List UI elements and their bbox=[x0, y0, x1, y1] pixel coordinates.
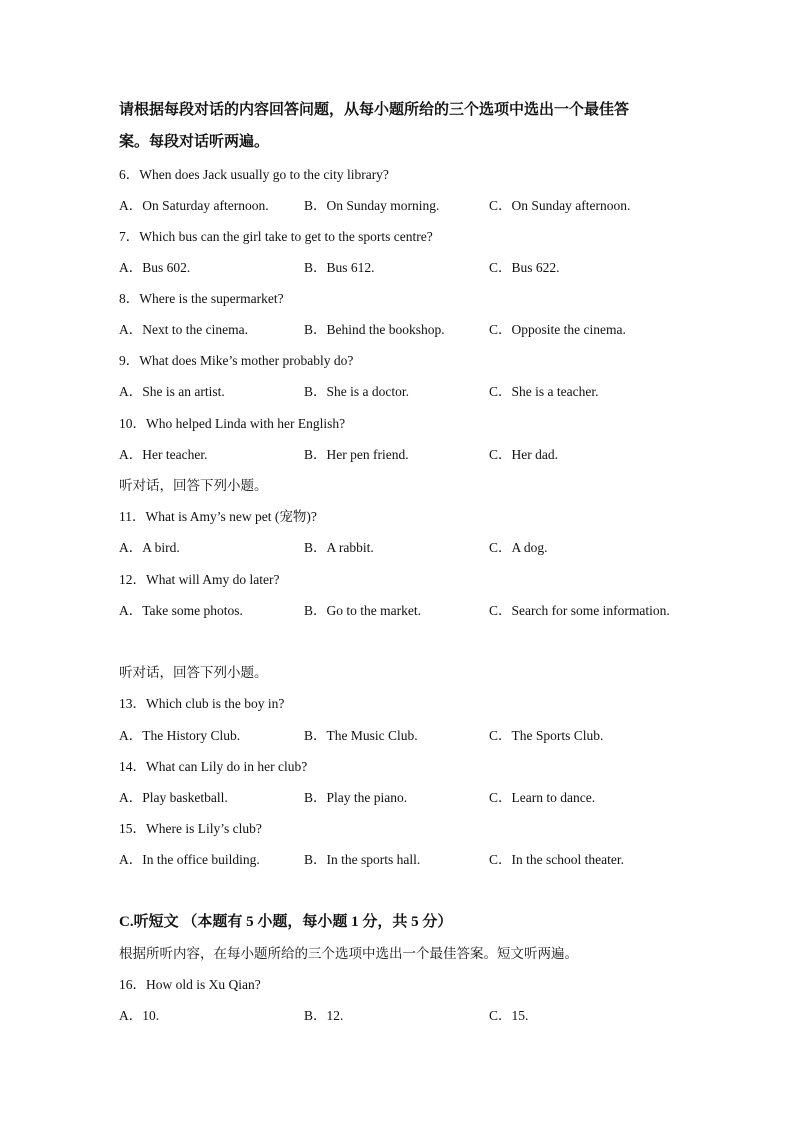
question-10: 10．Who helped Linda with her English? bbox=[119, 416, 346, 431]
q15-option-b: B．In the sports hall. bbox=[304, 852, 421, 867]
q14-option-a: A．Play basketball. bbox=[119, 790, 228, 805]
q14-option-c: C．Learn to dance. bbox=[489, 790, 596, 805]
q16-option-b: B．12. bbox=[304, 1008, 344, 1023]
sub-instruction-2: 听对话，回答下列小题。 bbox=[119, 665, 268, 680]
q7-option-c: C．Bus 622. bbox=[489, 260, 560, 275]
q16-option-c: C．15. bbox=[489, 1008, 529, 1023]
q6-option-b: B．On Sunday morning. bbox=[304, 198, 440, 213]
sub-instruction-1: 听对话，回答下列小题。 bbox=[119, 478, 268, 493]
intro-line-1: 请根据每段对话的内容回答问题，从每小题所给的三个选项中选出一个最佳答 bbox=[119, 102, 630, 118]
q13-option-b: B．The Music Club. bbox=[304, 728, 418, 743]
q9-option-a: A．She is an artist. bbox=[119, 384, 225, 399]
q9-option-c: C．She is a teacher. bbox=[489, 384, 599, 399]
question-7: 7．Which bus can the girl take to get to the sports centre? bbox=[119, 229, 433, 244]
q14-option-b: B．Play the piano. bbox=[304, 790, 408, 805]
q11-option-a: A．A bird. bbox=[119, 540, 180, 555]
question-12: 12．What will Amy do later? bbox=[119, 572, 280, 587]
question-11: 11．What is Amy’s new pet (宠物)? bbox=[119, 509, 317, 524]
q11-option-c: C．A dog. bbox=[489, 540, 548, 555]
q7-option-a: A．Bus 602. bbox=[119, 260, 191, 275]
question-8: 8．Where is the supermarket? bbox=[119, 291, 284, 306]
q10-option-c: C．Her dad. bbox=[489, 447, 558, 462]
question-9: 9．What does Mike’s mother probably do? bbox=[119, 353, 354, 368]
question-13: 13．Which club is the boy in? bbox=[119, 696, 285, 711]
q13-option-a: A．The History Club. bbox=[119, 728, 241, 743]
q8-option-a: A．Next to the cinema. bbox=[119, 322, 248, 337]
question-6: 6．When does Jack usually go to the city library? bbox=[119, 167, 389, 182]
q13-option-c: C．The Sports Club. bbox=[489, 728, 604, 743]
q11-option-b: B．A rabbit. bbox=[304, 540, 374, 555]
q16-option-a: A．10. bbox=[119, 1008, 160, 1023]
q10-option-a: A．Her teacher. bbox=[119, 447, 208, 462]
question-14: 14．What can Lily do in her club? bbox=[119, 759, 308, 774]
q6-option-a: A．On Saturday afternoon. bbox=[119, 198, 269, 213]
question-15: 15．Where is Lily’s club? bbox=[119, 821, 262, 836]
q12-option-c: C．Search for some information. bbox=[489, 603, 670, 618]
q15-option-a: A．In the office building. bbox=[119, 852, 260, 867]
q12-option-a: A．Take some photos. bbox=[119, 603, 243, 618]
q6-option-c: C．On Sunday afternoon. bbox=[489, 198, 631, 213]
section-c-instruction: 根据所听内容，在每小题所给的三个选项中选出一个最佳答案。短文听两遍。 bbox=[119, 946, 578, 961]
q8-option-b: B．Behind the bookshop. bbox=[304, 322, 445, 337]
intro-line-2: 案。每段对话听两遍。 bbox=[119, 134, 270, 150]
q15-option-c: C．In the school theater. bbox=[489, 852, 624, 867]
q12-option-b: B．Go to the market. bbox=[304, 603, 421, 618]
section-c-title: C.听短文 （本题有 5 小题，每小题 1 分，共 5 分） bbox=[119, 914, 453, 930]
q8-option-c: C．Opposite the cinema. bbox=[489, 322, 626, 337]
q10-option-b: B．Her pen friend. bbox=[304, 447, 409, 462]
q7-option-b: B．Bus 612. bbox=[304, 260, 375, 275]
question-16: 16．How old is Xu Qian? bbox=[119, 977, 261, 992]
q9-option-b: B．She is a doctor. bbox=[304, 384, 409, 399]
